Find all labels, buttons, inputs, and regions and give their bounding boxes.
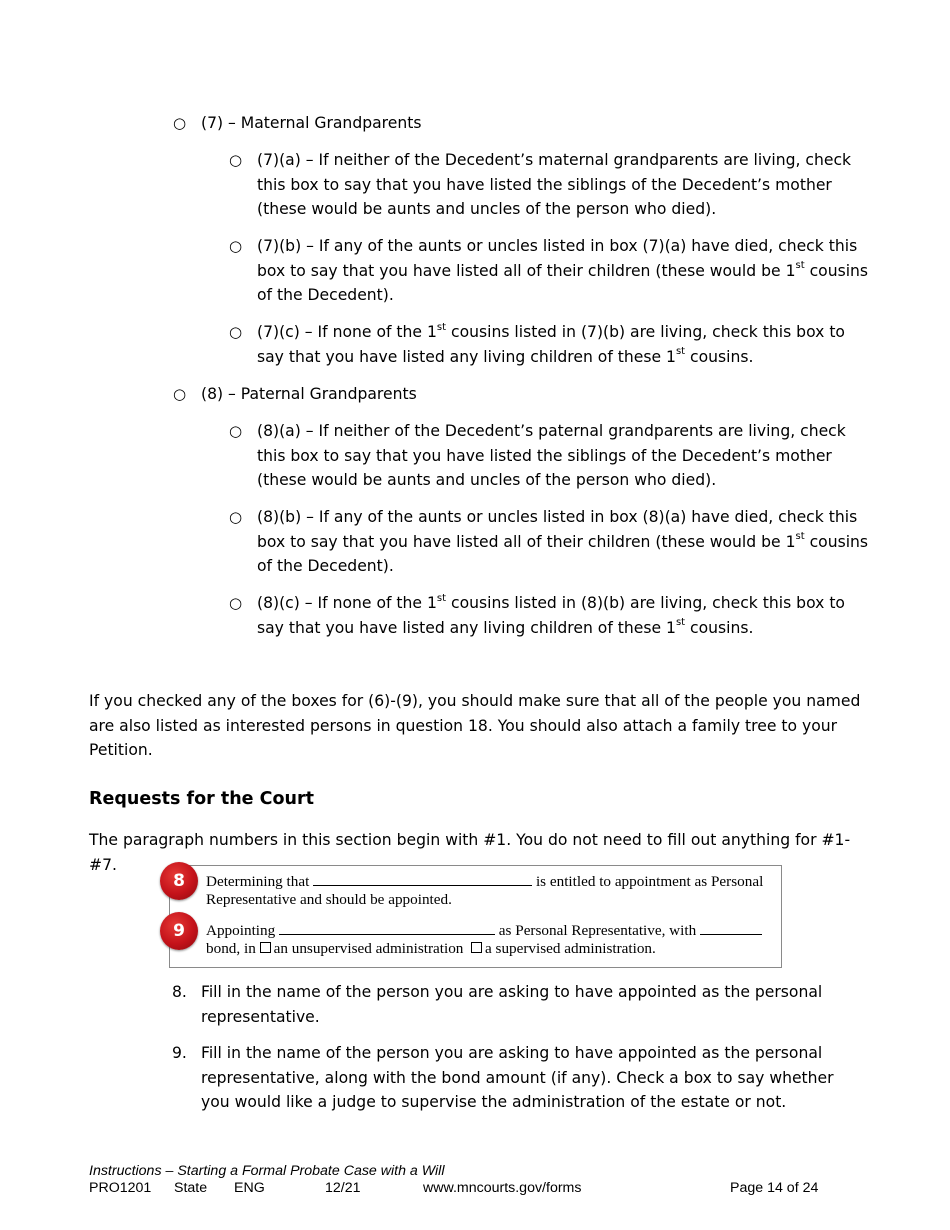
sub-item-text: cousins.: [685, 618, 754, 637]
list-number: 9.: [172, 1044, 187, 1062]
name-blank: [279, 921, 495, 935]
sub-item-7a: [257, 148, 872, 222]
sub-item-7c: [257, 320, 872, 369]
form-text: a supervised administration.: [485, 940, 656, 957]
section-heading: Requests for the Court: [89, 789, 314, 809]
superscript: st: [795, 260, 805, 272]
footer-title: Instructions – Starting a Formal Probate Case with a Will: [89, 1163, 445, 1179]
bullet-icon: ○: [173, 114, 187, 132]
checkbox-icon: [471, 942, 482, 953]
superscript: st: [675, 617, 686, 629]
form-row-9: [206, 921, 781, 958]
sub-item-text: cousins of the Decedent).: [257, 261, 869, 304]
boxes-note-paragraph: If you checked any of the boxes for (6)-(9), you should make sure that all of the people you named are also listed as interested persons in question 18. You should also attach a family tree to your Petition.: [89, 692, 861, 759]
form-text: bond, in: [206, 940, 260, 957]
superscript: st: [675, 346, 686, 358]
form-row-8: [206, 872, 781, 909]
sub-item-text: cousins listed in (7)(b) are living, check this box to say that you have listed any living children of these 1: [257, 323, 845, 366]
form-text: Appointing: [206, 922, 279, 939]
list-item: Fill in the name of the person you are asking to have appointed as the personal representative.: [201, 983, 823, 1026]
sub-item-text: (7)(b) – If any of the aunts or uncles listed in box (7)(a) have died, check this box to say that you have listed all of their children (these would be 1: [257, 237, 858, 280]
sub-item-text: (8)(b) – If any of the aunts or uncles listed in box (8)(a) have died, check this box to say that you have listed all of their children (these would be 1: [257, 508, 858, 551]
paragraph-8-badge: 8: [160, 862, 198, 900]
sub-item-8c: [257, 591, 872, 640]
section-intro: The paragraph numbers in this section begin with #1. You do not need to fill out anything for #1-#7.: [89, 831, 851, 874]
bullet-icon: ○: [229, 323, 243, 341]
form-text: is entitled to appointment as Personal: [532, 873, 764, 890]
footer-url: www.mncourts.gov/forms: [423, 1180, 582, 1196]
footer-page-number: Page 14 of 24: [730, 1180, 819, 1196]
form-text: Representative and should be appointed.: [206, 891, 452, 908]
sub-item-text: (8)(a) – If neither of the Decedent’s paternal grandparents are living, check this box to say that you have listed the siblings of the Decedent’s mother (these would be aunts and uncles of the person who died).: [257, 422, 846, 489]
superscript: st: [795, 531, 805, 543]
list-item: Fill in the name of the person you are asking to have appointed as the personal representative, along with the bond amount (if any). Check a box to say whether you would like a judge to supervise the administration of the estate or not.: [201, 1044, 834, 1111]
superscript: st: [436, 321, 447, 333]
list-number: 8.: [172, 983, 187, 1001]
name-blank: [313, 872, 532, 886]
bullet-icon: ○: [229, 237, 243, 255]
bullet-icon: ○: [229, 594, 243, 612]
sub-item-text: (8)(c) – If none of the 1: [257, 594, 437, 612]
item-label: (8) – Paternal Grandparents: [201, 385, 417, 403]
footer-date: 12/21: [325, 1180, 361, 1196]
bullet-icon: ○: [229, 422, 243, 440]
item-label: (7) – Maternal Grandparents: [201, 114, 422, 132]
sub-item-text: (7)(c) – If none of the 1: [257, 323, 437, 341]
sub-item-8b: [257, 505, 872, 579]
footer-language: ENG: [234, 1180, 265, 1196]
bullet-icon: ○: [173, 385, 187, 403]
paragraph-9-badge: 9: [160, 912, 198, 950]
sub-item-text: cousins.: [685, 347, 754, 366]
bullet-icon: ○: [229, 508, 243, 526]
sub-item-text: (7)(a) – If neither of the Decedent’s maternal grandparents are living, check this box to say that you have listed the siblings of the Decedent’s mother (these would be aunts and uncles of the person who died).: [257, 151, 852, 218]
sub-item-7b: [257, 234, 872, 308]
bullet-icon: ○: [229, 151, 243, 169]
form-text: an unsupervised administration: [273, 940, 464, 957]
sub-item-8a: [257, 419, 872, 493]
form-text: Determining that: [206, 873, 314, 890]
footer-form-id: PRO1201: [89, 1180, 152, 1196]
superscript: st: [436, 592, 447, 604]
sub-item-text: cousins listed in (8)(b) are living, check this box to say that you have listed any living children of these 1: [257, 594, 845, 637]
footer-jurisdiction: State: [174, 1180, 208, 1196]
sub-item-text: cousins of the Decedent).: [257, 532, 869, 575]
bond-blank: [700, 921, 762, 935]
form-text: as Personal Representative, with: [495, 922, 700, 939]
form-excerpt: [169, 865, 782, 968]
checkbox-icon: [260, 942, 271, 953]
